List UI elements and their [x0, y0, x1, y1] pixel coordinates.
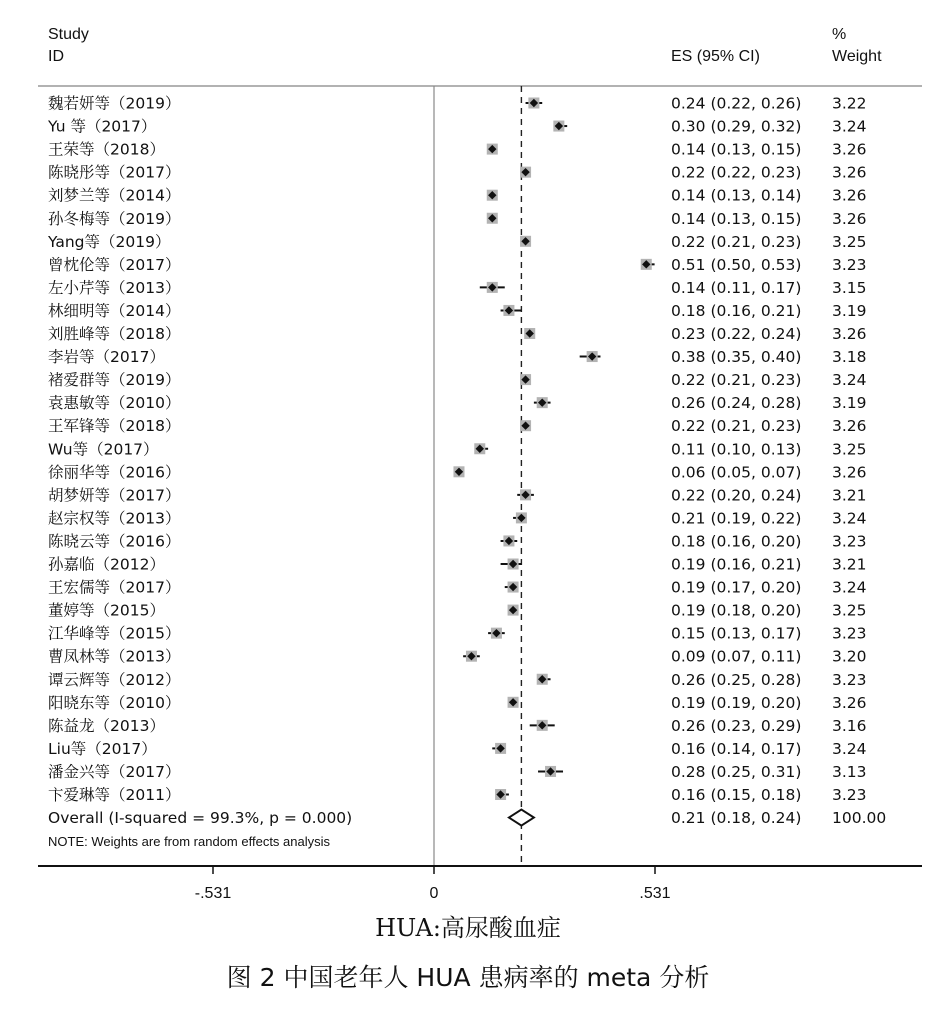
weight-value: 3.15 — [832, 278, 867, 297]
effect-size-text: 0.16 (0.15, 0.18) — [671, 786, 802, 804]
effect-size-text: 0.21 (0.19, 0.22) — [671, 509, 802, 528]
study-label: 王荣等（2018） — [48, 140, 165, 159]
study-label: 袁惠敏等（2010） — [48, 394, 181, 413]
effect-size-text: 0.26 (0.24, 0.28) — [671, 394, 802, 413]
weight-value: 3.25 — [832, 601, 867, 620]
effect-size-text: 0.19 (0.19, 0.20) — [671, 693, 802, 712]
overall-diamond — [509, 810, 534, 826]
effect-size-text: 0.23 (0.22, 0.24) — [671, 325, 802, 343]
weight-value: 3.26 — [832, 463, 867, 482]
x-axis-tick-label: .531 — [639, 885, 671, 902]
header-es-label: ES (95% CI) — [671, 48, 760, 65]
weight-value: 3.23 — [832, 255, 867, 274]
effect-size-text: 0.51 (0.50, 0.53) — [671, 255, 802, 274]
study-label: 曹凤林等（2013） — [48, 647, 181, 666]
study-label: 潘金兴等（2017） — [48, 762, 181, 781]
study-label: 林细明等（2014） — [48, 301, 181, 320]
study-label: 陈晓彤等（2017） — [48, 163, 181, 182]
weight-value: 3.23 — [832, 624, 867, 643]
effect-size-text: 0.22 (0.21, 0.23) — [671, 232, 802, 251]
effect-size-text: 0.11 (0.10, 0.13) — [671, 440, 802, 459]
header-id-label: ID — [48, 48, 64, 65]
weight-value: 3.24 — [832, 117, 867, 136]
effect-size-text: 0.26 (0.23, 0.29) — [671, 716, 802, 735]
effect-size-text: 0.15 (0.13, 0.17) — [671, 624, 802, 643]
overall-label: Overall (I-squared = 99.3%, p = 0.000) — [48, 809, 353, 828]
x-axis-ticks — [195, 866, 671, 902]
effect-size-text: 0.22 (0.22, 0.23) — [671, 163, 802, 182]
weight-value: 3.26 — [832, 163, 867, 182]
weight-value: 3.24 — [832, 509, 867, 528]
note-text: NOTE: Weights are from random effects analysis — [48, 834, 331, 849]
weight-value: 3.26 — [832, 693, 867, 712]
weight-value: 3.13 — [832, 762, 867, 781]
study-label: 刘胜峰等（2018） — [48, 325, 181, 343]
study-label: Wu等（2017） — [48, 440, 159, 459]
weight-value: 3.26 — [832, 186, 867, 205]
overall-effect-size-text: 0.21 (0.18, 0.24) — [671, 809, 802, 828]
effect-size-text: 0.06 (0.05, 0.07) — [671, 463, 802, 482]
study-label: 赵宗权等（2013） — [48, 509, 181, 528]
weight-value: 3.20 — [832, 647, 867, 666]
study-label: 曾枕伦等（2017） — [48, 255, 181, 274]
weight-value: 3.18 — [832, 348, 867, 367]
weight-value: 3.21 — [832, 486, 867, 505]
weight-value: 3.25 — [832, 232, 867, 251]
study-label: 李岩等（2017） — [48, 348, 165, 367]
weight-value: 3.24 — [832, 739, 867, 758]
study-label: 江华峰等（2015） — [48, 624, 181, 643]
x-axis-tick-label: 0 — [429, 885, 439, 902]
effect-size-text: 0.19 (0.16, 0.21) — [671, 555, 802, 574]
effect-size-text: 0.22 (0.21, 0.23) — [671, 371, 802, 390]
study-label: 阳晓东等（2010） — [48, 693, 181, 712]
effect-size-text: 0.16 (0.14, 0.17) — [671, 739, 802, 758]
weight-value: 3.24 — [832, 371, 867, 390]
weight-value: 3.23 — [832, 532, 867, 551]
effect-size-text: 0.18 (0.16, 0.21) — [671, 301, 802, 320]
weight-value: 3.26 — [832, 140, 867, 159]
study-label: 刘梦兰等（2014） — [48, 186, 181, 205]
effect-size-text: 0.28 (0.25, 0.31) — [671, 762, 802, 781]
weight-value: 3.25 — [832, 440, 867, 459]
effect-size-text: 0.38 (0.35, 0.40) — [671, 348, 802, 367]
study-label: Yu 等（2017） — [48, 117, 157, 136]
effect-size-text: 0.19 (0.18, 0.20) — [671, 601, 802, 620]
weight-value: 3.19 — [832, 301, 867, 320]
study-label: 王军锋等（2018） — [48, 417, 181, 436]
study-label: 卞爱琳等（2011） — [48, 786, 181, 804]
effect-size-text: 0.24 (0.22, 0.26) — [671, 94, 802, 113]
study-label: 褚爱群等（2019） — [48, 371, 181, 390]
study-label: 董婷等（2015） — [48, 601, 165, 620]
effect-size-text: 0.22 (0.20, 0.24) — [671, 486, 802, 505]
study-label: 魏若妍等（2019） — [48, 94, 181, 113]
study-label: 胡梦妍等（2017） — [48, 486, 181, 505]
weight-value: 3.26 — [832, 417, 867, 436]
weight-value: 3.21 — [832, 555, 867, 574]
effect-size-text: 0.30 (0.29, 0.32) — [671, 117, 802, 136]
study-marks — [47, 95, 886, 828]
header-study-label: Study — [48, 26, 89, 43]
study-label: 左小芹等（2013） — [48, 278, 181, 297]
weight-value: 3.16 — [832, 716, 867, 735]
weight-value: 3.24 — [832, 578, 867, 597]
study-label: 孙嘉临（2012） — [48, 555, 165, 574]
abbreviation-note: HUA:高尿酸血症 — [375, 914, 561, 942]
effect-size-text: 0.22 (0.21, 0.23) — [671, 417, 802, 436]
study-label: 徐丽华等（2016） — [48, 463, 181, 482]
study-label: Liu等（2017） — [48, 739, 157, 758]
weight-value: 3.23 — [832, 786, 867, 804]
study-label: 孙冬梅等（2019） — [48, 209, 181, 228]
effect-size-text: 0.09 (0.07, 0.11) — [671, 647, 802, 666]
effect-size-text: 0.19 (0.17, 0.20) — [671, 578, 802, 597]
study-label: Yang等（2019） — [48, 232, 171, 251]
study-label: 王宏儒等（2017） — [48, 578, 181, 597]
overall-weight-value: 100.00 — [832, 809, 887, 828]
weight-value: 3.22 — [832, 94, 867, 113]
study-label: 陈晓云等（2016） — [48, 532, 181, 551]
figure-caption: 图 2 中国老年人 HUA 患病率的 meta 分析 — [226, 963, 710, 992]
x-axis-tick-label: -.531 — [194, 885, 232, 902]
weight-value: 3.26 — [832, 325, 867, 343]
effect-size-text: 0.18 (0.16, 0.20) — [671, 532, 802, 551]
study-label: 陈益龙（2013） — [48, 716, 165, 735]
effect-size-text: 0.14 (0.13, 0.14) — [671, 186, 802, 205]
weight-value: 3.19 — [832, 394, 867, 413]
effect-size-text: 0.14 (0.13, 0.15) — [671, 209, 802, 228]
effect-size-text: 0.14 (0.11, 0.17) — [671, 278, 802, 297]
header-weight-label: Weight — [832, 48, 882, 65]
effect-size-text: 0.26 (0.25, 0.28) — [671, 670, 802, 689]
weight-value: 3.23 — [832, 670, 867, 689]
effect-size-text: 0.14 (0.13, 0.15) — [671, 140, 802, 159]
study-label: 谭云辉等（2012） — [48, 670, 181, 689]
weight-value: 3.26 — [832, 209, 867, 228]
header-percent-label: % — [832, 26, 847, 43]
